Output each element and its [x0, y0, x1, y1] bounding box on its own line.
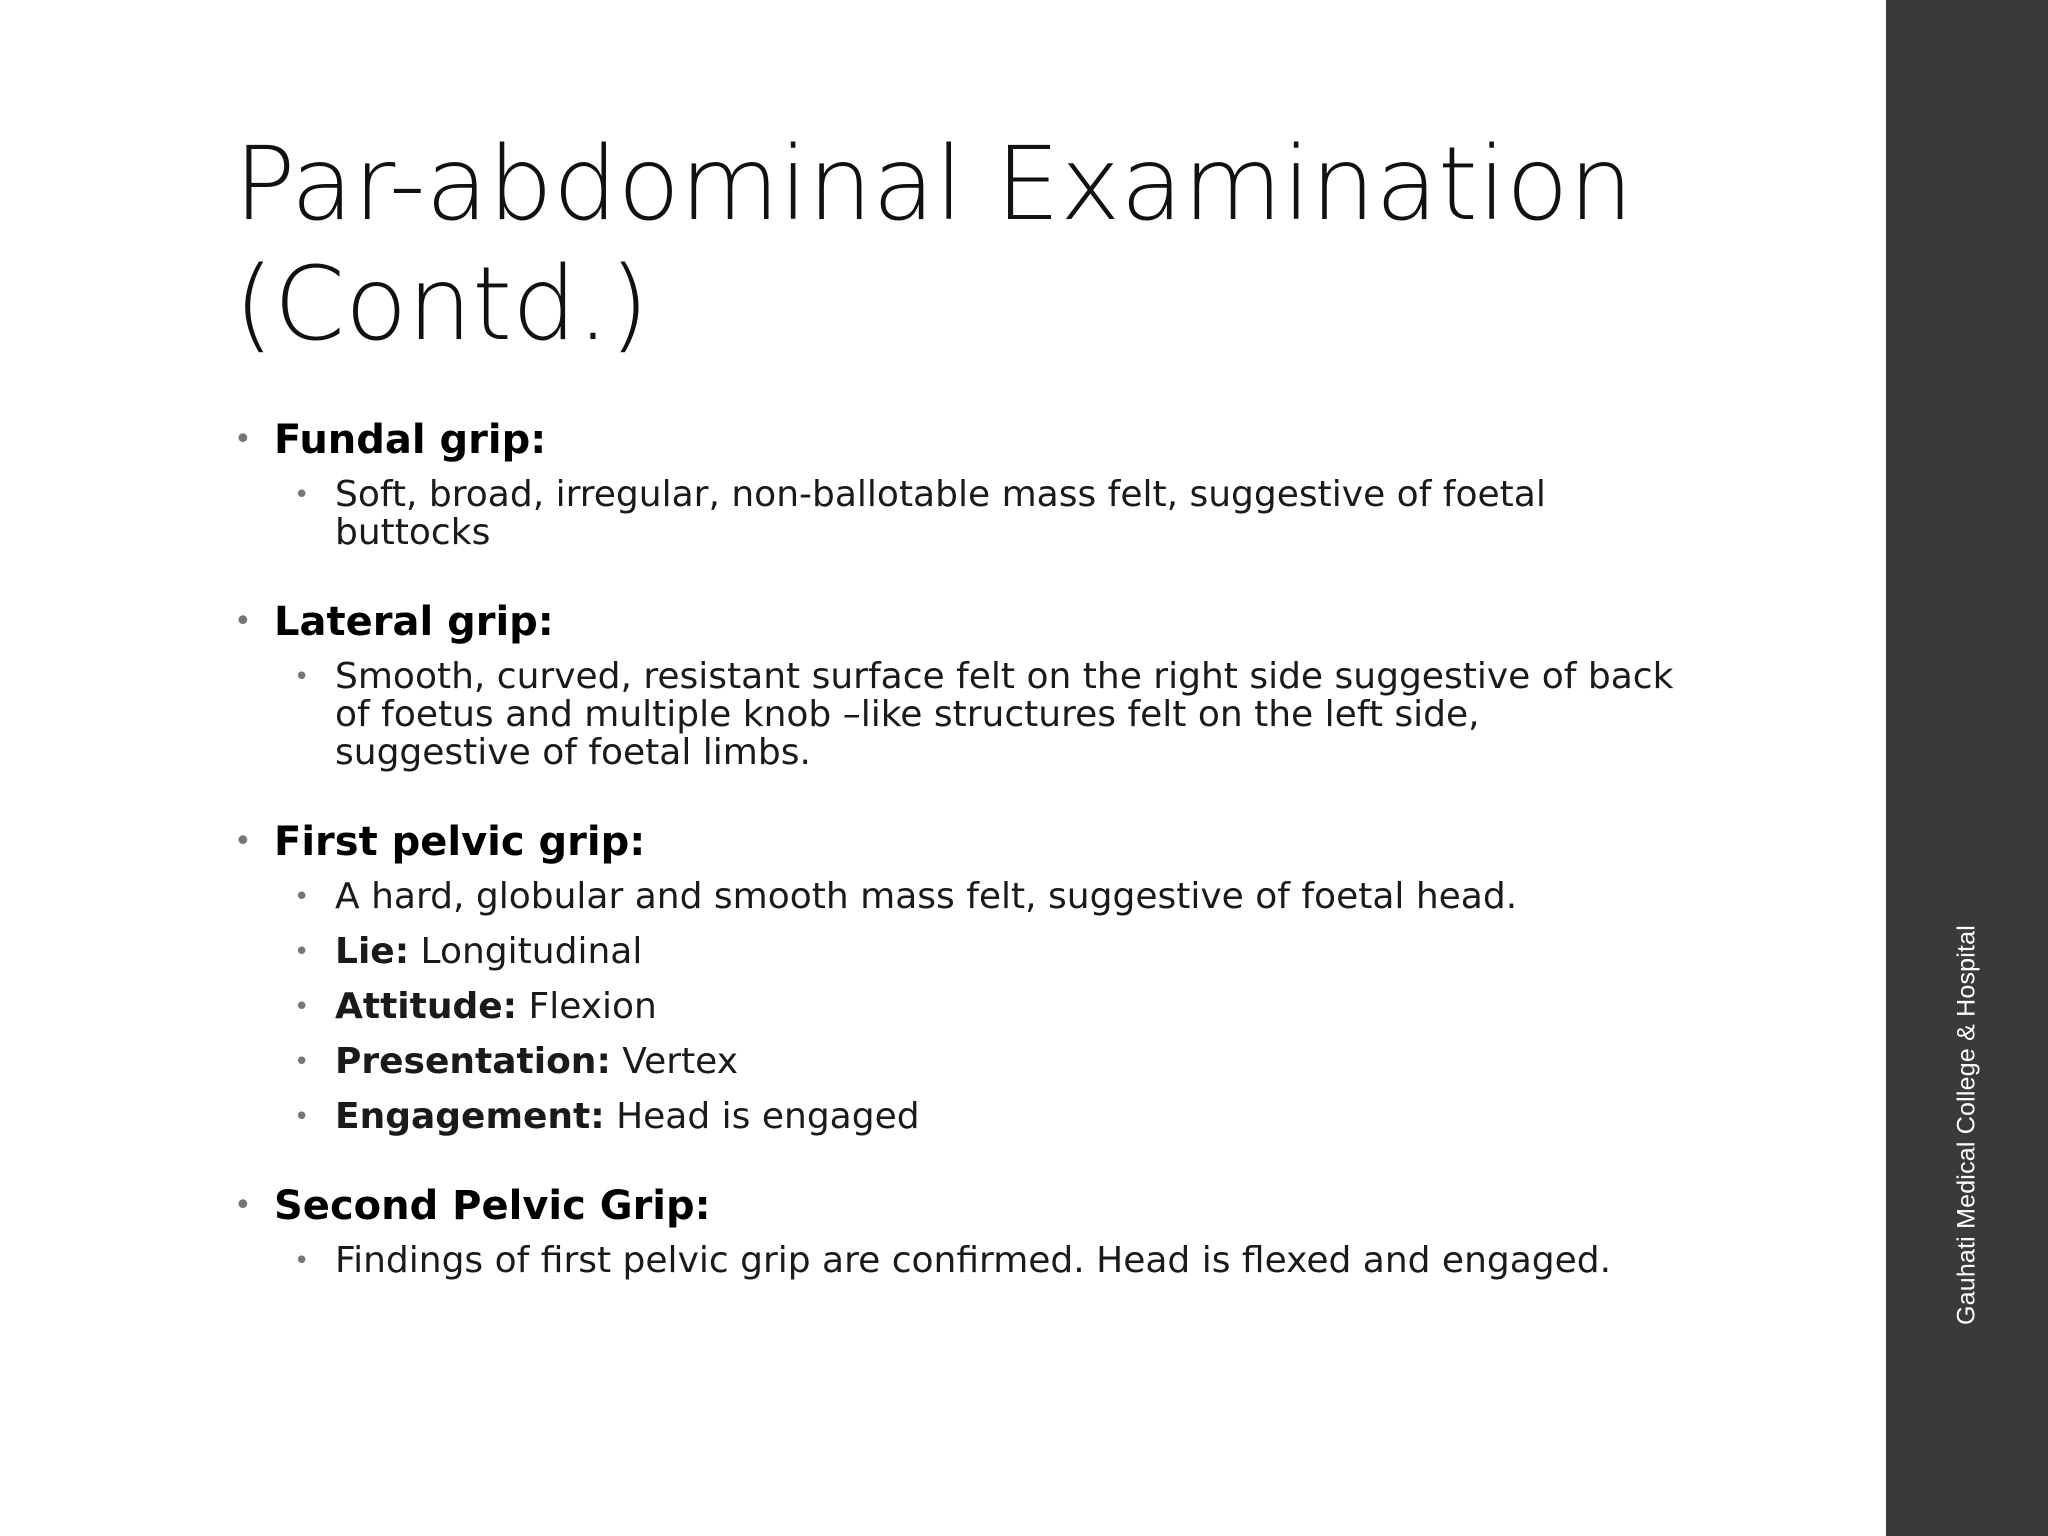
section-fundal-grip	[234, 404, 1674, 552]
item-text: Findings of first pelvic grip are confirmed. Head is flexed and engaged.	[335, 1240, 1612, 1281]
item-text: Head is engaged	[604, 1096, 920, 1137]
list-item	[234, 1098, 1674, 1136]
list-item	[234, 476, 1674, 552]
bullet-list	[234, 404, 1674, 1297]
heading-text: First pelvic grip:	[274, 819, 646, 865]
list-item	[234, 933, 1674, 971]
section-heading	[234, 586, 1674, 658]
bullet-icon: •	[294, 1047, 310, 1077]
section-first-pelvic-grip	[234, 806, 1674, 1136]
slide-title: Par-abdominal Examination (Contd.)	[234, 125, 1634, 364]
item-label: Attitude:	[335, 986, 518, 1027]
item-text: Soft, broad, irregular, non-ballotable mass felt, suggestive of foetal buttocks	[335, 474, 1546, 553]
item-text: A hard, globular and smooth mass felt, suggestive of foetal head.	[335, 876, 1518, 917]
list-item	[234, 1043, 1674, 1081]
heading-text: Second Pelvic Grip:	[274, 1183, 711, 1229]
list-item	[234, 658, 1674, 772]
item-text: Vertex	[610, 1041, 739, 1082]
bullet-icon: •	[234, 824, 252, 859]
bullet-icon: •	[294, 992, 310, 1022]
item-label: Lie:	[335, 931, 410, 972]
bullet-icon: •	[294, 937, 310, 967]
section-heading	[234, 1170, 1674, 1242]
bullet-icon: •	[234, 604, 252, 639]
section-lateral-grip	[234, 586, 1674, 772]
bullet-icon: •	[234, 1188, 252, 1223]
section-heading	[234, 404, 1674, 476]
heading-text: Fundal grip:	[274, 417, 547, 463]
section-heading	[234, 806, 1674, 878]
sidebar	[1886, 0, 2048, 1536]
bullet-icon: •	[294, 480, 310, 510]
item-label: Engagement:	[335, 1096, 605, 1137]
institution-name: Gauhati Medical College & Hospital	[1952, 924, 1981, 1326]
bullet-icon: •	[234, 422, 252, 457]
bullet-icon: •	[294, 882, 310, 912]
bullet-icon: •	[294, 662, 310, 692]
bullet-icon: •	[294, 1246, 310, 1276]
item-text: Smooth, curved, resistant surface felt on the right side suggestive of back of foetus and multiple knob –like structures felt on the left side, suggestive of foetal limbs.	[335, 656, 1674, 773]
item-text: Flexion	[517, 986, 657, 1027]
list-item	[234, 878, 1674, 916]
list-item	[234, 988, 1674, 1026]
item-label: Presentation:	[335, 1041, 611, 1082]
list-item	[234, 1242, 1674, 1280]
section-second-pelvic-grip	[234, 1170, 1674, 1280]
heading-text: Lateral grip:	[274, 599, 554, 645]
bullet-icon: •	[294, 1102, 310, 1132]
item-text: Longitudinal	[409, 931, 643, 972]
